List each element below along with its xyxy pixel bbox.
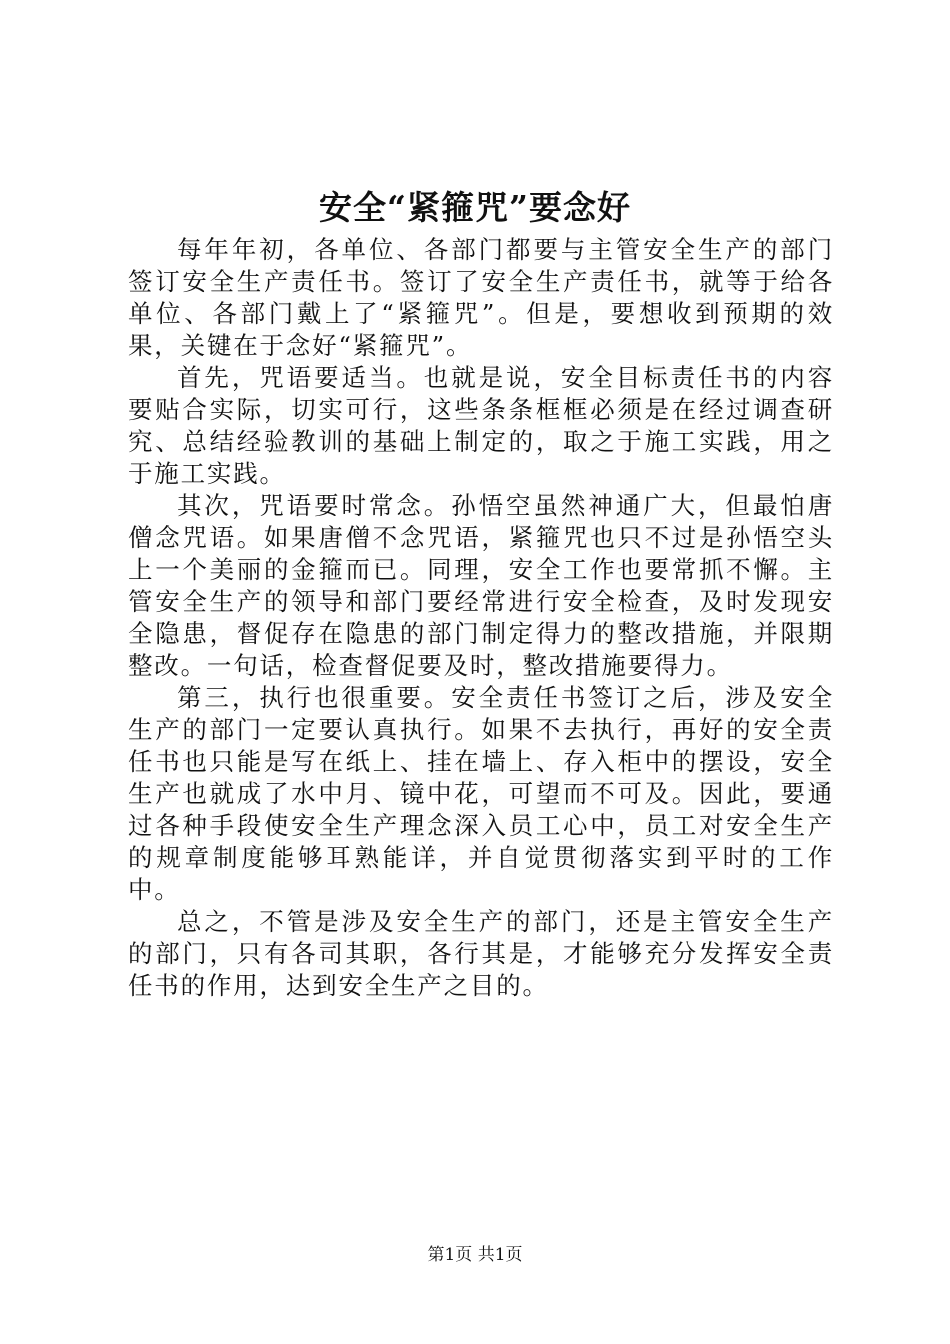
paragraph-intro: 每年年初，各单位、各部门都要与主管安全生产的部门签订安全生产责任书。签订了安全生产责任书，就等于给各单位、各部门戴上了“紧箍咒”。但是，要想收到预期的效果，关键在于念好“紧箍咒”。 [128, 235, 834, 360]
paragraph-second-point: 其次，咒语要时常念。孙悟空虽然神通广大，但最怕唐僧念咒语。如果唐僧不念咒语，紧箍咒也只不过是孙悟空头上一个美丽的金箍而已。同理，安全工作也要常抓不懈。主管安全生产的领导和部门要经常进行安全检查，及时发现安全隐患，督促存在隐患的部门制定得力的整改措施，并限期整改。一句话，检查督促要及时，整改措施要得力。 [128, 491, 834, 680]
document-body [128, 234, 834, 1002]
paragraph-conclusion: 总之，不管是涉及安全生产的部门，还是主管安全生产的部门，只有各司其职，各行其是，才能够充分发挥安全责任书的作用，达到安全生产之目的。 [128, 907, 834, 1000]
document-title: 安全“紧箍咒”要念好 [319, 188, 631, 227]
page-number-footer: 第1页 共1页 [427, 1245, 523, 1265]
paragraph-third-point: 第三，执行也很重要。安全责任书签订之后，涉及安全生产的部门一定要认真执行。如果不去执行，再好的安全责任书也只能是写在纸上、挂在墙上、存入柜中的摆设，安全生产也就成了水中月、镜中花，可望而不可及。因此，要通过各种手段使安全生产理念深入员工心中，员工对安全生产的规章制度能够耳熟能详，并自觉贯彻落实到平时的工作中。 [128, 683, 834, 904]
paragraph-first-point: 首先，咒语要适当。也就是说，安全目标责任书的内容要贴合实际，切实可行，这些条条框框必须是在经过调查研究、总结经验教训的基础上制定的，取之于施工实践，用之于施工实践。 [128, 363, 834, 488]
